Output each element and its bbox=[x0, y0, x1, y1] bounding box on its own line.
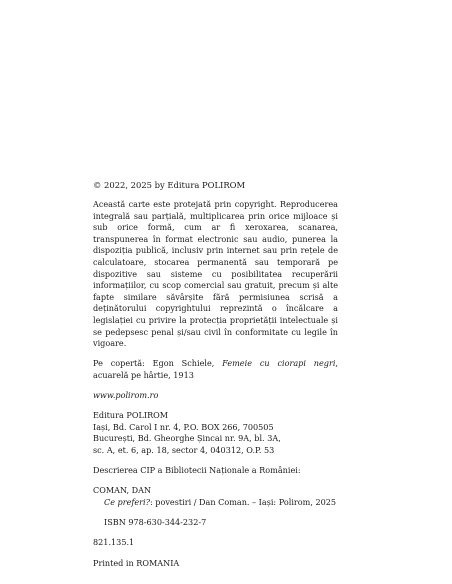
cip-isbn: ISBN 978-630-344-232-7 bbox=[104, 517, 207, 528]
cover-credit-prefix: Pe copertă: Egon Schiele, bbox=[93, 358, 223, 369]
cip-book-title: Ce preferi? bbox=[104, 497, 150, 508]
website-link[interactable]: www.polirom.ro bbox=[93, 390, 159, 401]
cip-book-details: : povestiri / Dan Coman. – Iași: Polirom, 2025 bbox=[149, 497, 337, 508]
cip-title-line bbox=[93, 497, 338, 509]
publisher-address-bucuresti-cont: sc. A, et. 6, ap. 18, sector 4, 040312, O.P. 53 bbox=[93, 445, 275, 456]
copyright-page bbox=[93, 180, 338, 578]
copyright-line: © 2022, 2025 by Editura POLIROM bbox=[93, 180, 246, 190]
printed-in: Printed in ROMANIA bbox=[93, 557, 180, 568]
cip-classification: 821.135.1 bbox=[93, 537, 135, 548]
publisher-address-iasi: Iași, Bd. Carol I nr. 4, P.O. BOX 266, 700505 bbox=[93, 421, 274, 432]
cip-record bbox=[93, 485, 338, 508]
cover-credit-suffix: , acuarelă pe hârtie, 1913 bbox=[93, 358, 338, 380]
cover-credit bbox=[93, 358, 338, 381]
rights-paragraph: Această carte este protejată prin copyright. Reproducerea integrală sau parțială, multiplicarea prin orice mijloace și sub orice formă, cum ar fi xeroxarea, scanarea, transpunerea în format electronic sau audio, punerea la dispoziția publică, inclusiv prin internet sau prin rețele de calculatoare, stocarea permanentă sau temporară pe dispozitive sau sisteme cu posibilitatea recuperării informațiilor, cu scop comercial sau gratuit, precum și alte fapte similare săvârșite fără permisiunea scrisă a deținătorului copyrightului reprezintă o încălcare a legislației cu privire la protecția proprietății intelectuale și se pedepsesc penal și/sau civil în conformitate cu legile în vigoare. bbox=[93, 198, 338, 349]
publisher-address-bucuresti: București, Bd. Gheorghe Șincai nr. 9A, bl. 3A, bbox=[93, 433, 281, 444]
publisher-block bbox=[93, 410, 338, 456]
publisher-name: Editura POLIROM bbox=[93, 410, 169, 421]
cip-author: COMAN, DAN bbox=[93, 485, 152, 496]
cip-heading: Descrierea CIP a Bibliotecii Naționale a României: bbox=[93, 465, 301, 476]
cover-artwork-title: Femeie cu ciorapi negri bbox=[222, 358, 336, 369]
